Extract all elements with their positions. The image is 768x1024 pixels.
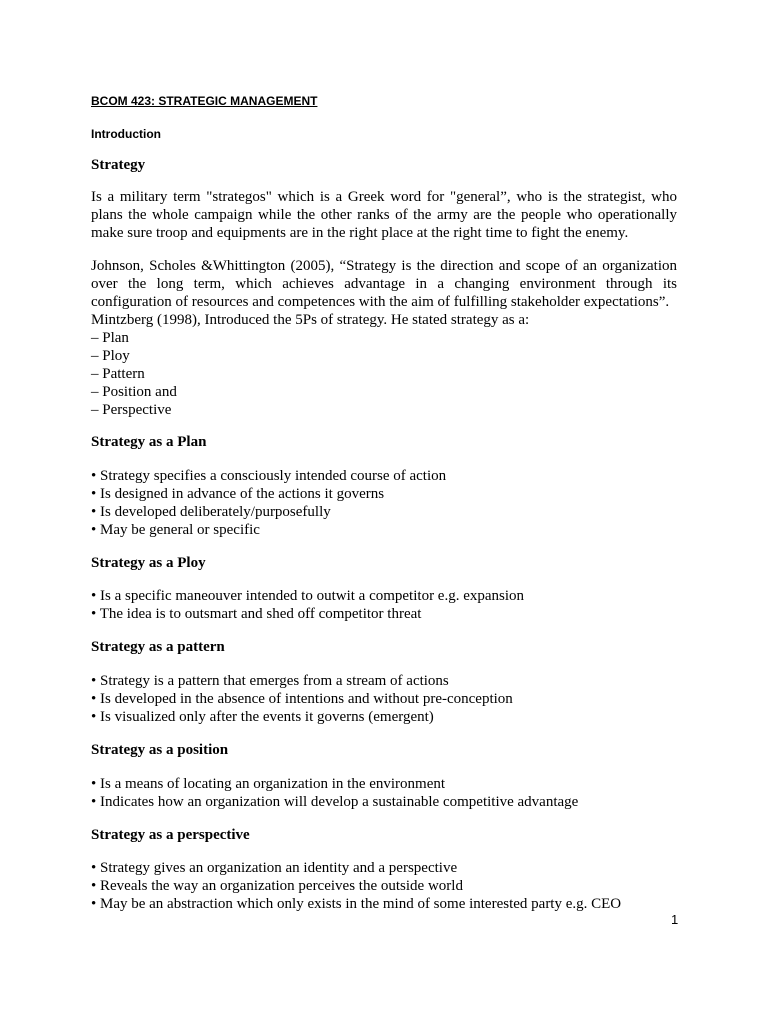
bullet-item: • Is designed in advance of the actions it governs xyxy=(91,486,385,502)
section-pattern xyxy=(91,638,677,726)
bullet-item: • Indicates how an organization will develop a sustainable competitive advantage xyxy=(91,794,579,810)
bullet-item: • Strategy is a pattern that emerges from a stream of actions xyxy=(91,673,449,689)
section-heading: Strategy as a Ploy xyxy=(91,555,206,571)
bullet-item: • Strategy specifies a consciously intended course of action xyxy=(91,468,447,484)
bullet-item: • May be general or specific xyxy=(91,522,260,538)
bullet-item: • May be an abstraction which only exists in the mind of some interested party e.g. CEO xyxy=(91,896,622,912)
section-heading: Strategy as a perspective xyxy=(91,827,250,843)
mintzberg-line: Mintzberg (1998), Introduced the 5Ps of strategy. He stated strategy as a: xyxy=(91,312,530,328)
bullet-item: • Is visualized only after the events it governs (emergent) xyxy=(91,709,434,725)
section-heading: Strategy as a position xyxy=(91,742,229,758)
introduction-label: Introduction xyxy=(91,127,161,141)
strategy-heading: Strategy xyxy=(91,157,146,173)
strategy-definition-paragraph: Is a military term "strategos" which is a Greek word for "general”, who is the strategist, who plans the whole campaign while the other ranks of the army are the people who operationally make sure troop and equipments are in the right place at the right time to fight the enemy. xyxy=(91,189,677,241)
section-perspective xyxy=(91,826,677,913)
section-ploy xyxy=(91,554,677,623)
section-plan xyxy=(91,433,677,539)
five-ps-list xyxy=(91,329,677,419)
bullet-item: • The idea is to outsmart and shed off competitor threat xyxy=(91,606,422,622)
bullet-item: • Is developed in the absence of intentions and without pre-conception xyxy=(91,691,513,707)
five-ps-item-ploy: – Ploy xyxy=(91,348,130,364)
bullet-item: • Reveals the way an organization perceives the outside world xyxy=(91,878,463,894)
course-title: BCOM 423: STRATEGIC MANAGEMENT xyxy=(91,94,318,108)
section-heading: Strategy as a pattern xyxy=(91,639,225,655)
five-ps-item-position: – Position and xyxy=(91,384,177,400)
johnson-scholes-paragraph: Johnson, Scholes &Whittington (2005), “Strategy is the direction and scope of an organization over the long term, which achieves advantage in a changing environment through its configuration of resources and competences with the aim of fulfilling stakeholder expectations”. xyxy=(91,258,677,310)
section-position xyxy=(91,741,677,811)
bullet-item: • Is a means of locating an organization in the environment xyxy=(91,776,446,792)
page-content xyxy=(91,93,677,913)
bullet-item: • Is a specific maneouver intended to outwit a competitor e.g. expansion xyxy=(91,588,525,604)
page-number: 1 xyxy=(671,912,679,927)
section-heading: Strategy as a Plan xyxy=(91,434,207,450)
bullet-item: • Strategy gives an organization an identity and a perspective xyxy=(91,860,458,876)
bullet-item: • Is developed deliberately/purposefully xyxy=(91,504,331,520)
five-ps-item-plan: – Plan xyxy=(91,330,129,346)
five-ps-item-perspective: – Perspective xyxy=(91,402,172,418)
five-ps-item-pattern: – Pattern xyxy=(91,366,145,382)
